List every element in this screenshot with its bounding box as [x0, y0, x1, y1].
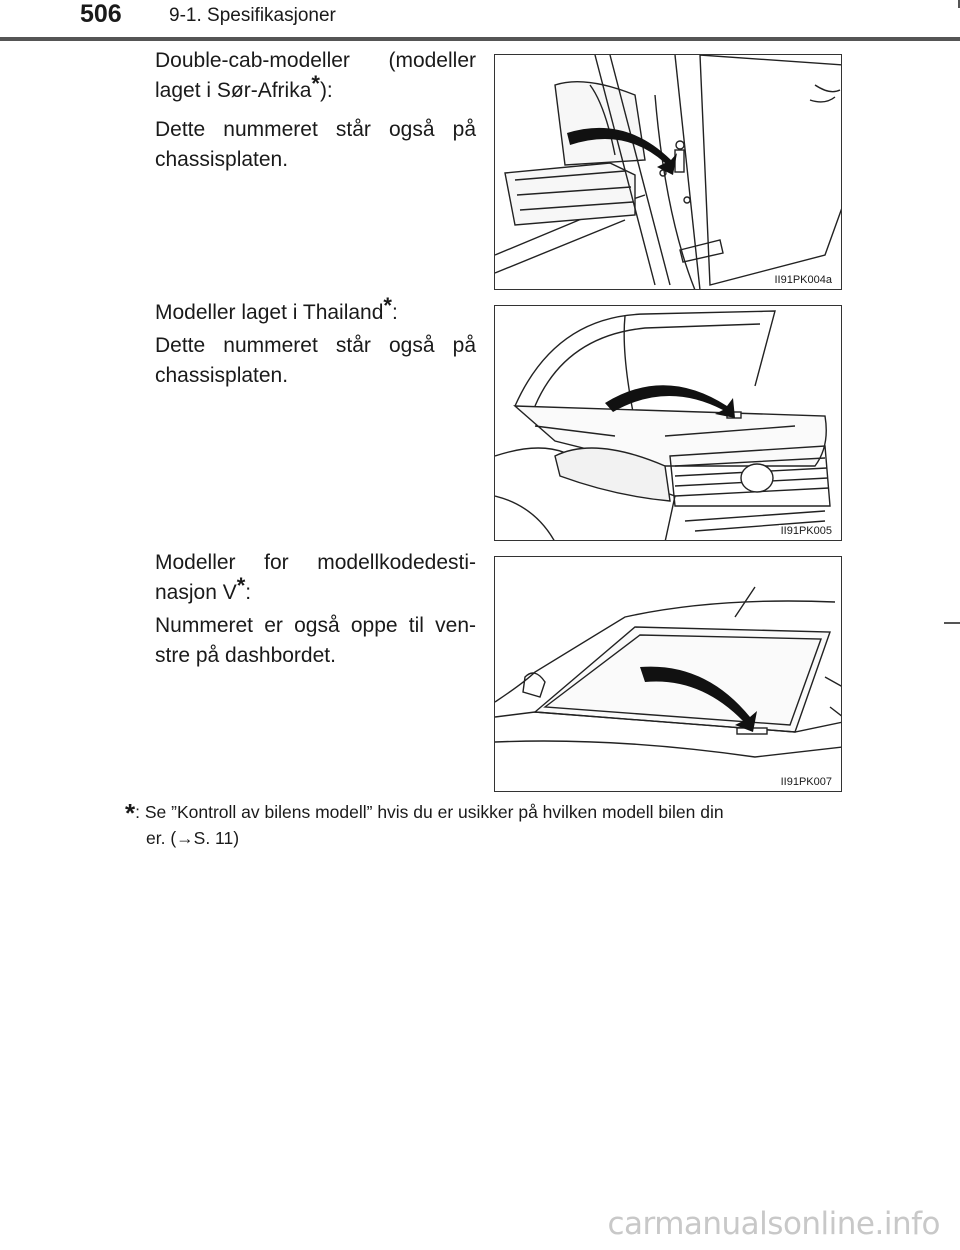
entry-label: Modeller laget i Thailand*: — [155, 293, 398, 324]
footnote — [125, 800, 845, 851]
figure-windshield — [494, 556, 842, 792]
figure-code: II91PK007 — [780, 776, 832, 788]
entry-label-line2: laget i Sør-Afrika*): — [155, 71, 333, 102]
figure-engine-bay — [494, 305, 842, 541]
entry-thailand — [155, 293, 476, 400]
entry-note: Dette nummeret står også på chassisplaten. — [155, 334, 476, 387]
entry-double-cab — [155, 46, 476, 184]
entry-note: Dette nummeret står også på chassisplaten. — [155, 118, 476, 171]
watermark: carmanualsonline.info — [607, 1206, 940, 1242]
footnote-line2: er. (→S. 11) — [146, 828, 240, 848]
footnote-star: * — [383, 293, 392, 318]
engine-bay-illustration — [495, 306, 842, 541]
entry-note: Nummeret er også oppe til ven- stre på dashbordet. — [155, 614, 476, 667]
entry-model-code-v — [155, 548, 476, 680]
page-number: 506 — [80, 0, 122, 28]
entry-label-line2: nasjon V*: — [155, 573, 252, 604]
footnote-star: * — [311, 71, 320, 96]
figure-code: II91PK004a — [774, 274, 832, 286]
entry-label-line1: Modeller for modellkodedesti- — [155, 551, 476, 574]
footnote-line1: *: Se ”Kontroll av bilens modell” hvis du er usikker på hvilken modell bilen din — [125, 798, 724, 828]
crop-mark-right — [944, 622, 960, 624]
footnote-star: * — [236, 573, 246, 598]
windshield-illustration — [495, 557, 842, 792]
figure-code: II91PK005 — [780, 525, 832, 537]
entry-label-line1: Double-cab-modeller (modeller — [155, 49, 476, 72]
figure-door-pillar — [494, 54, 842, 290]
section-title: 9-1. Spesifikasjoner — [169, 5, 336, 26]
door-pillar-illustration — [495, 55, 842, 290]
header-rule — [0, 37, 960, 41]
footnote-star: * — [125, 798, 136, 828]
